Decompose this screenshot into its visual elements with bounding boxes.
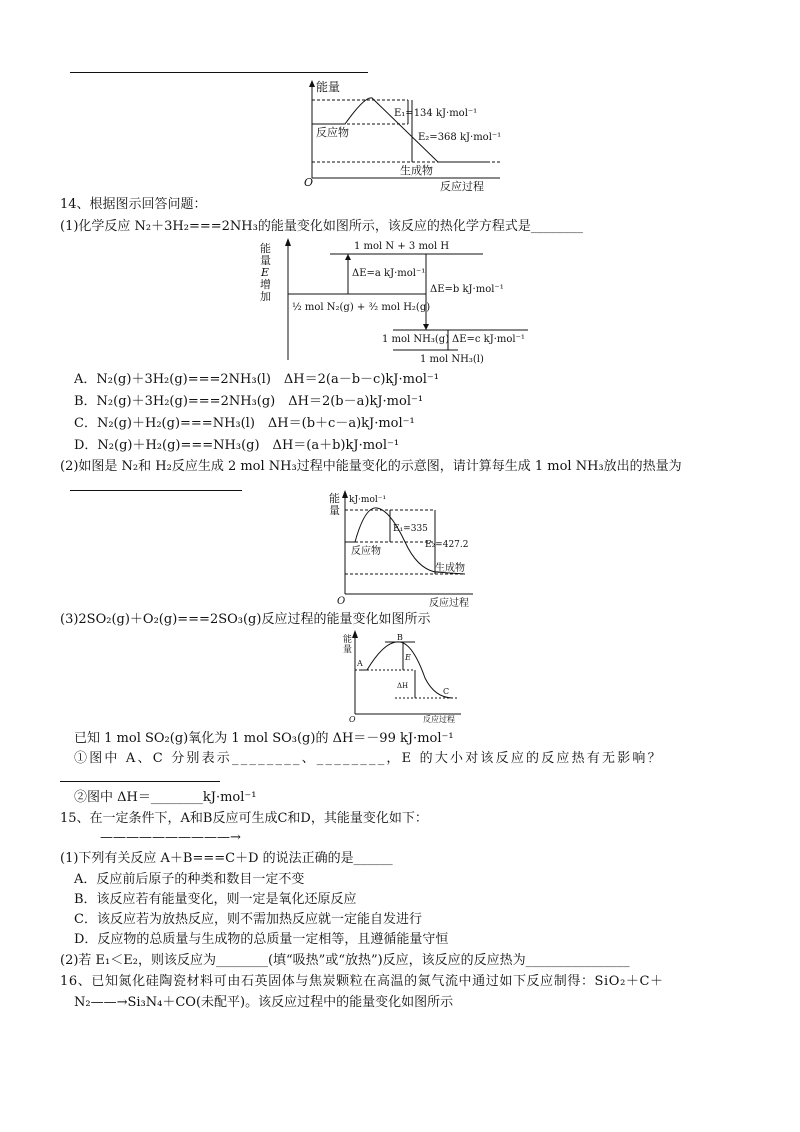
q15-part2: (2)若 E₁＜E₂，则该反应为________(填“吸热”或“放热”)反应，该反应的反应热为________________ — [60, 953, 630, 968]
energy-diagram-1 — [300, 80, 510, 192]
d2-nh3l: 1 mol NH₃(l) — [420, 354, 484, 365]
d4-ylabel: 能 — [343, 635, 353, 645]
svg-text:增: 增 — [260, 278, 271, 291]
d1-product: 生成物 — [400, 164, 433, 177]
d2-nh3g: 1 mol NH₃(g) — [382, 334, 450, 345]
svg-text:量: 量 — [343, 645, 353, 655]
svg-text:加: 加 — [260, 290, 271, 303]
answer-line-q14-2 — [70, 490, 242, 491]
q14-sub2: ②图中 ΔH＝________kJ·mol⁻¹ — [74, 790, 257, 805]
d4-origin: O — [349, 715, 356, 724]
q14-option-a: A．N₂(g)＋3H₂(g)===2NH₃(l) ΔH＝2(a－b－c)kJ·mol⁻¹ — [74, 372, 439, 387]
d1-e2: E₂=368 kJ·mol⁻¹ — [418, 132, 502, 143]
q15-option-a: A．反应前后原子的种类和数目一定不变 — [74, 872, 305, 887]
d3-e2: E₂=427.2 — [425, 540, 469, 550]
q14-part1: (1)化学反应 N₂＋3H₂===2NH₃的能量变化如图所示，该反应的热化学方程式是________ — [60, 219, 583, 234]
d3-xlabel: 反应过程 — [429, 598, 469, 609]
d1-ylabel: 能量 — [316, 80, 341, 94]
q14-sub1: ①图中 A、C 分别表示________、________，E 的大小对该反应的反应热有无影响？ — [74, 751, 663, 766]
energy-diagram-4 — [345, 630, 470, 725]
d4-e: E — [405, 653, 411, 662]
d3-origin: O — [337, 596, 346, 607]
d2-de-a: ΔE=a kJ·mol⁻¹ — [352, 268, 426, 279]
d3-ylabel: 能 — [329, 492, 340, 505]
svg-text:量: 量 — [329, 504, 340, 517]
q15-option-c: C．该反应若为放热反应，则不需加热反应就一定能自发进行 — [74, 912, 422, 927]
d4-c: C — [443, 687, 450, 696]
q15-part1: (1)下列有关反应 A＋B===C＋D 的说法正确的是______ — [60, 851, 393, 866]
d2-ylabel: 能 — [260, 242, 271, 255]
q15-arrow: ——————————→ — [100, 830, 241, 845]
d2-de-c: ΔE=c kJ·mol⁻¹ — [452, 334, 525, 345]
d2-reactants: ½ mol N₂(g) + ³⁄₂ mol H₂(g) — [292, 302, 431, 313]
q14-part2: (2)如图是 N₂和 H₂反应生成 2 mol NH₃过程中能量变化的示意图，请计算每生成 1 mol NH₃放出的热量为 — [60, 459, 682, 474]
d4-xlabel: 反应过程 — [423, 715, 455, 724]
q14-option-d: D．N₂(g)＋H₂(g)===NH₃(g) ΔH＝(a＋b)kJ·mol⁻¹ — [74, 438, 400, 453]
d2-top: 1 mol N + 3 mol H — [354, 241, 450, 252]
answer-line-top — [70, 72, 368, 73]
d1-xlabel: 反应过程 — [440, 180, 484, 193]
energy-diagram-3 — [325, 490, 490, 610]
q16-line2: N₂——→Si₃N₄＋CO(未配平)。该反应过程中的能量变化如图所示 — [74, 995, 454, 1010]
q14-given: 已知 1 mol SO₂(g)氧化为 1 mol SO₃(g)的 ΔH＝－99 kJ·mol⁻¹ — [74, 731, 454, 746]
d2-de-b: ΔE=b kJ·mol⁻¹ — [430, 284, 504, 295]
q15-title: 15、在一定条件下，A和B反应可生成C和D，其能量变化如下： — [60, 811, 428, 826]
d4-a: A — [357, 659, 363, 668]
q14-option-b: B．N₂(g)＋3H₂(g)===2NH₃(g) ΔH＝2(b－a)kJ·mol⁻¹ — [74, 394, 424, 409]
d4-b: B — [397, 633, 403, 642]
d1-origin: O — [304, 176, 314, 189]
q15-option-b: B．该反应若有能量变化，则一定是氧化还原反应 — [74, 892, 357, 907]
svg-text:E: E — [261, 266, 270, 279]
q14-title: 14、根据图示回答问题： — [60, 197, 207, 212]
svg-text:量: 量 — [260, 254, 271, 267]
energy-diagram-2 — [258, 238, 533, 366]
d3-e1: E₁=335 — [393, 524, 428, 534]
d1-e1: E₁=134 kJ·mol⁻¹ — [394, 108, 478, 119]
d3-unit: kJ·mol⁻¹ — [349, 495, 387, 505]
d3-reactant: 反应物 — [351, 546, 381, 557]
answer-line-q14-3 — [60, 781, 220, 782]
d1-reactant: 反应物 — [316, 126, 349, 139]
d4-dh: ΔH — [397, 682, 409, 690]
q14-option-c: C．N₂(g)＋H₂(g)===NH₃(l) ΔH＝(b＋c－a)kJ·mol⁻¹ — [74, 416, 415, 431]
q15-option-d: D．反应物的总质量与生成物的总质量一定相等，且遵循能量守恒 — [74, 932, 449, 947]
q14-part3: (3)2SO₂(g)＋O₂(g)===2SO₃(g)反应过程的能量变化如图所示 — [60, 612, 431, 627]
d3-product: 生成物 — [435, 563, 465, 574]
q16-line1: 16、已知氮化硅陶瓷材料可由石英固体与焦炭颗粒在高温的氮气流中通过如下反应制得：SiO₂＋C＋ — [60, 974, 664, 989]
